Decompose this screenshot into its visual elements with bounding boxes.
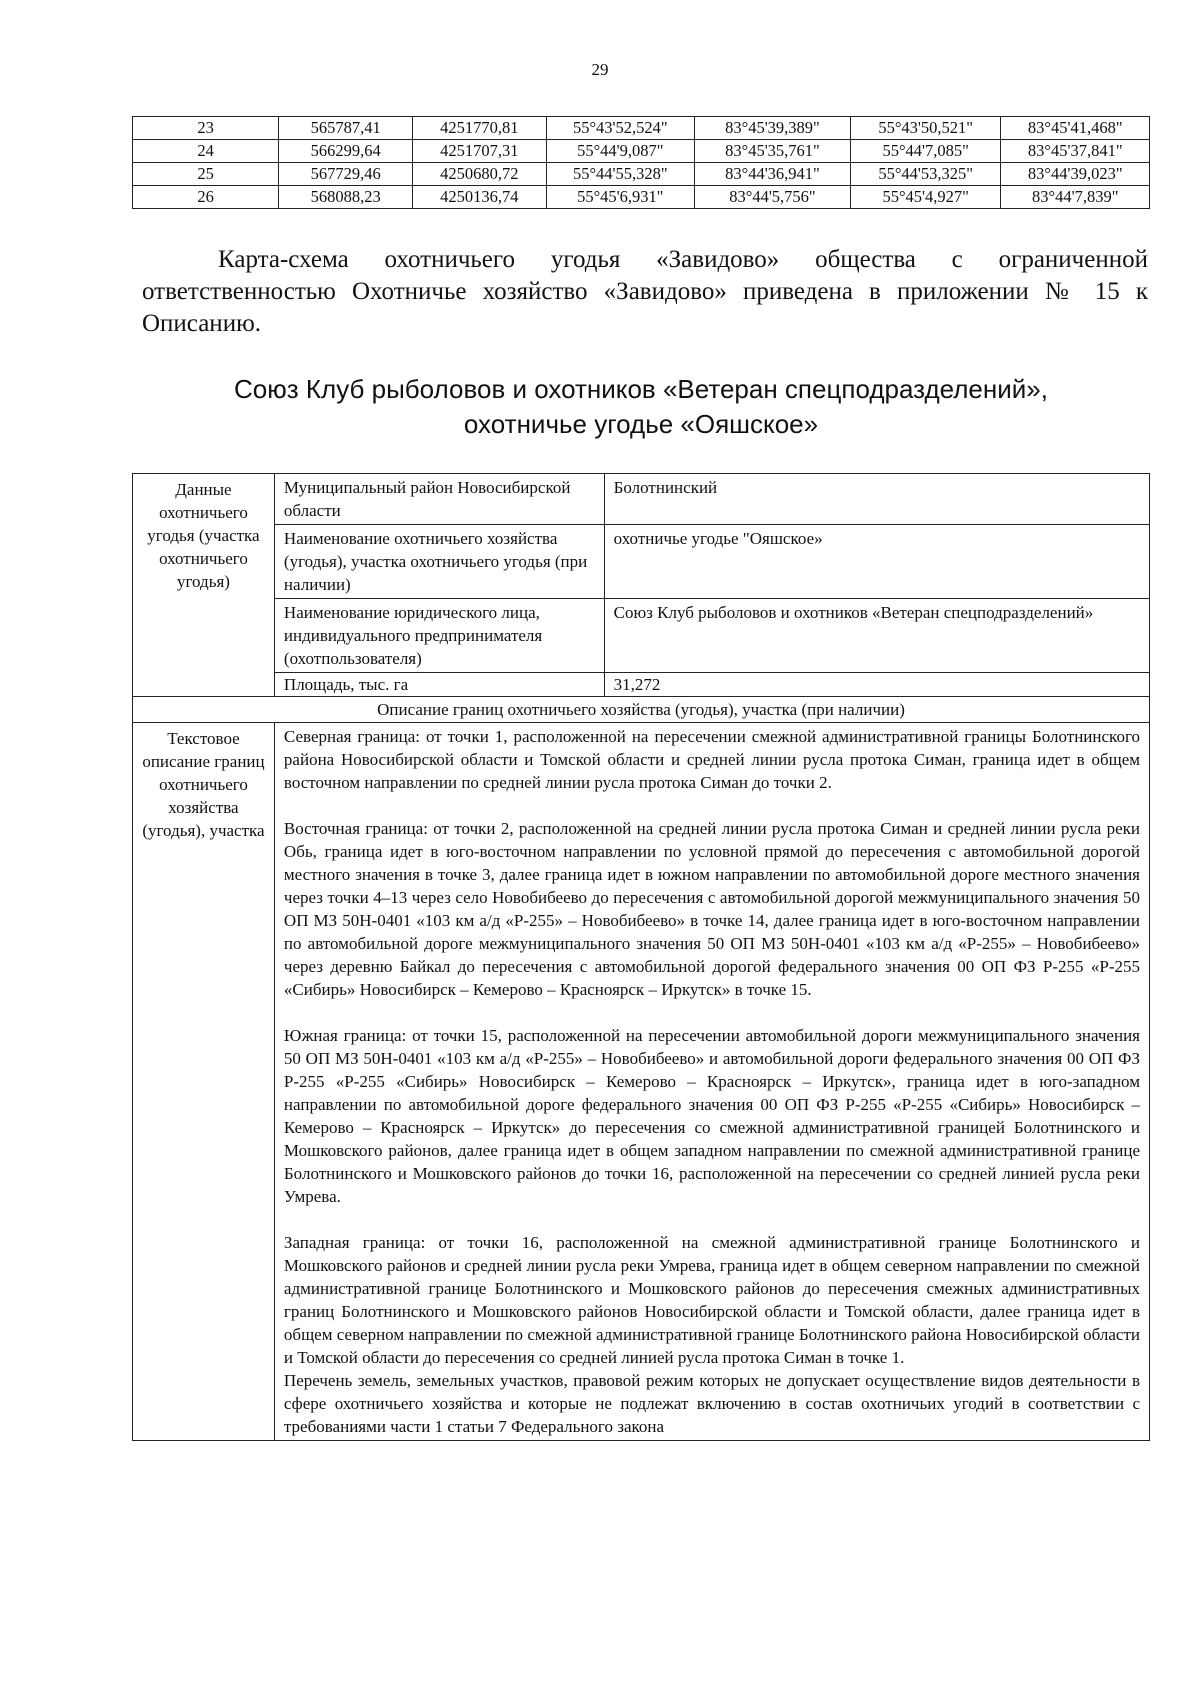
east-boundary: Восточная граница: от точки 2, расположенной на средней линии русла протока Симан и средней линии русла реки Обь, граница идет в юго-восточном направлении по условной прямой до пересечения с автомобильной дорогой местного значения в точке 3, далее граница идет в южном направлении по автомобильной дороге местного значения через точки 4–13 через село Новобибеево до пересечения с автомобильной дорогой межмуниципального значения 50 ОП МЗ 50Н-0401 «103 км а/д «Р-255» – Новобибеево» в точке 14, далее граница идет в юго-восточном направлении по автомобильной дороге межмуниципального значения 50 ОП МЗ 50Н-0401 «103 км а/д «Р-255» – Новобибеево» через деревню Байкал до пересечения с автомобильной дорогой федерального значения 00 ОП ФЗ Р-255 «Р-255 «Сибирь» Новосибирск – Кемерово – Красноярск – Иркутск» в точке 15. <box>283 819 1140 999</box>
table-cell: 55°44'53,325" <box>850 163 1001 186</box>
map-note: Карта-схема охотничьего угодья «Завидово» общества с ограниченной ответственностью Охотничье хозяйство «Завидово» приведена в приложении № 15 к Описанию. <box>142 246 1148 337</box>
table-cell: 83°44'39,023" <box>1001 163 1150 186</box>
west-boundary: Западная граница: от точки 16, расположенной на смежной административной границе Болотнинского и Мошковского районов и средней линии русла реки Умрева, граница идет в общем северном направлении по смежной административной границе Болотнинского и Мошковского районов до пересечения смежных административных границ Болотнинского и Мошковского районов Новосибирской области и Томской области, далее граница идет в общем северном направлении по смежной административной границе Болотнинского района Новосибирской области и Томской области до пересечения со средней линией русла протока Симан в точке 1. <box>283 1233 1140 1367</box>
table-cell: 4250680,72 <box>412 163 546 186</box>
table-cell: 567729,46 <box>279 163 413 186</box>
table-cell: 55°44'7,085" <box>850 140 1001 163</box>
table-cell: 83°45'35,761" <box>695 140 851 163</box>
row-header-data: Данные охотничьего угодья (участка охотничьего угодья) <box>133 474 275 697</box>
table-row <box>133 599 1150 673</box>
coordinates-table <box>132 116 1150 209</box>
table-cell: 55°43'50,521" <box>850 117 1001 140</box>
table-cell: 55°44'9,087" <box>546 140 694 163</box>
row-header-description: Текстовое описание границ охотничьего хозяйства (угодья), участка <box>133 723 275 1441</box>
table-cell: 55°44'55,328" <box>546 163 694 186</box>
boundary-description <box>274 723 1149 1441</box>
label-district: Муниципальный район Новосибирской области <box>274 474 604 525</box>
table-row <box>133 673 1150 697</box>
table-cell: 83°45'41,468" <box>1001 117 1150 140</box>
section-title <box>132 372 1150 442</box>
value-ground-name: охотничье угодье "Ояшское» <box>604 525 1149 599</box>
page-number: 29 <box>591 60 609 79</box>
table-cell: 565787,41 <box>279 117 413 140</box>
table-row <box>133 186 1150 209</box>
table-cell: 23 <box>133 117 279 140</box>
hunting-ground-data-table <box>132 473 1150 1441</box>
table-cell: 83°45'37,841" <box>1001 140 1150 163</box>
table-row <box>133 140 1150 163</box>
table-row <box>133 117 1150 140</box>
table-cell: 55°45'4,927" <box>850 186 1001 209</box>
table-cell: 55°45'6,931" <box>546 186 694 209</box>
table-cell: 4251770,81 <box>412 117 546 140</box>
table-cell: 4251707,31 <box>412 140 546 163</box>
section-title-line-2: охотничье угодье «Ояшское» <box>463 409 819 439</box>
table-row <box>133 163 1150 186</box>
table-cell: 568088,23 <box>279 186 413 209</box>
table-cell: 25 <box>133 163 279 186</box>
north-boundary: Северная граница: от точки 1, расположенной на пересечении смежной административной границы Болотнинского района Новосибирской области и Томской области и средней линии русла протока Симан, граница идет в общем восточном направлении по средней линии русла протока Симан до точки 2. <box>283 727 1140 792</box>
south-boundary: Южная граница: от точки 15, расположенной на пересечении автомобильной дороги межмуниципального значения 50 ОП МЗ 50Н-0401 «103 км а/д «Р-255» – Новобибеево» и автомобильной дороги федерального значения 00 ОП ФЗ Р-255 «Р-255 «Сибирь» Новосибирск – Кемерово – Красноярск – Иркутск», граница идет в юго-западном направлении по автомобильной дороге федерального значения 00 ОП ФЗ Р-255 «Р-255 «Сибирь» Новосибирск – Кемерово – Красноярск – Иркутск» до пересечения со смежной административной границей Болотнинского и Мошковского районов, далее граница идет в общем западном направлении по смежной административной границе Болотнинского и Мошковского районов до точки 16, расположенной на пересечении со средней линией русла реки Умрева. <box>283 1026 1140 1206</box>
table-cell: 83°45'39,389" <box>695 117 851 140</box>
table-row <box>133 525 1150 599</box>
table-row <box>133 474 1150 525</box>
table-cell: 83°44'36,941" <box>695 163 851 186</box>
table-cell: 83°44'7,839" <box>1001 186 1150 209</box>
boundaries-heading: Описание границ охотничьего хозяйства (угодья), участка (при наличии) <box>133 697 1150 723</box>
table-cell: 24 <box>133 140 279 163</box>
value-area: 31,272 <box>604 673 1149 697</box>
section-title-line-1: Союз Клуб рыболовов и охотников «Ветеран спецподразделений», <box>234 374 1048 404</box>
label-area: Площадь, тыс. га <box>274 673 604 697</box>
label-ground-name: Наименование охотничьего хозяйства (угодья), участка охотничьего угодья (при наличии) <box>274 525 604 599</box>
exclusions-text: Перечень земель, земельных участков, правовой режим которых не допускает осуществление видов деятельности в сфере охотничьего хозяйства и которые не подлежат включению в состав охотничьих угодий в соответствии с требованиями части 1 статьи 7 Федерального закона <box>283 1371 1140 1436</box>
table-cell: 4250136,74 <box>412 186 546 209</box>
label-legal-entity: Наименование юридического лица, индивидуального предпринимателя (охотпользователя) <box>274 599 604 673</box>
table-row <box>133 723 1150 1441</box>
table-cell: 26 <box>133 186 279 209</box>
table-cell: 566299,64 <box>279 140 413 163</box>
value-legal-entity: Союз Клуб рыболовов и охотников «Ветеран спецподразделений» <box>604 599 1149 673</box>
table-cell: 55°43'52,524" <box>546 117 694 140</box>
table-cell: 83°44'5,756" <box>695 186 851 209</box>
table-row <box>133 697 1150 723</box>
value-district: Болотнинский <box>604 474 1149 525</box>
